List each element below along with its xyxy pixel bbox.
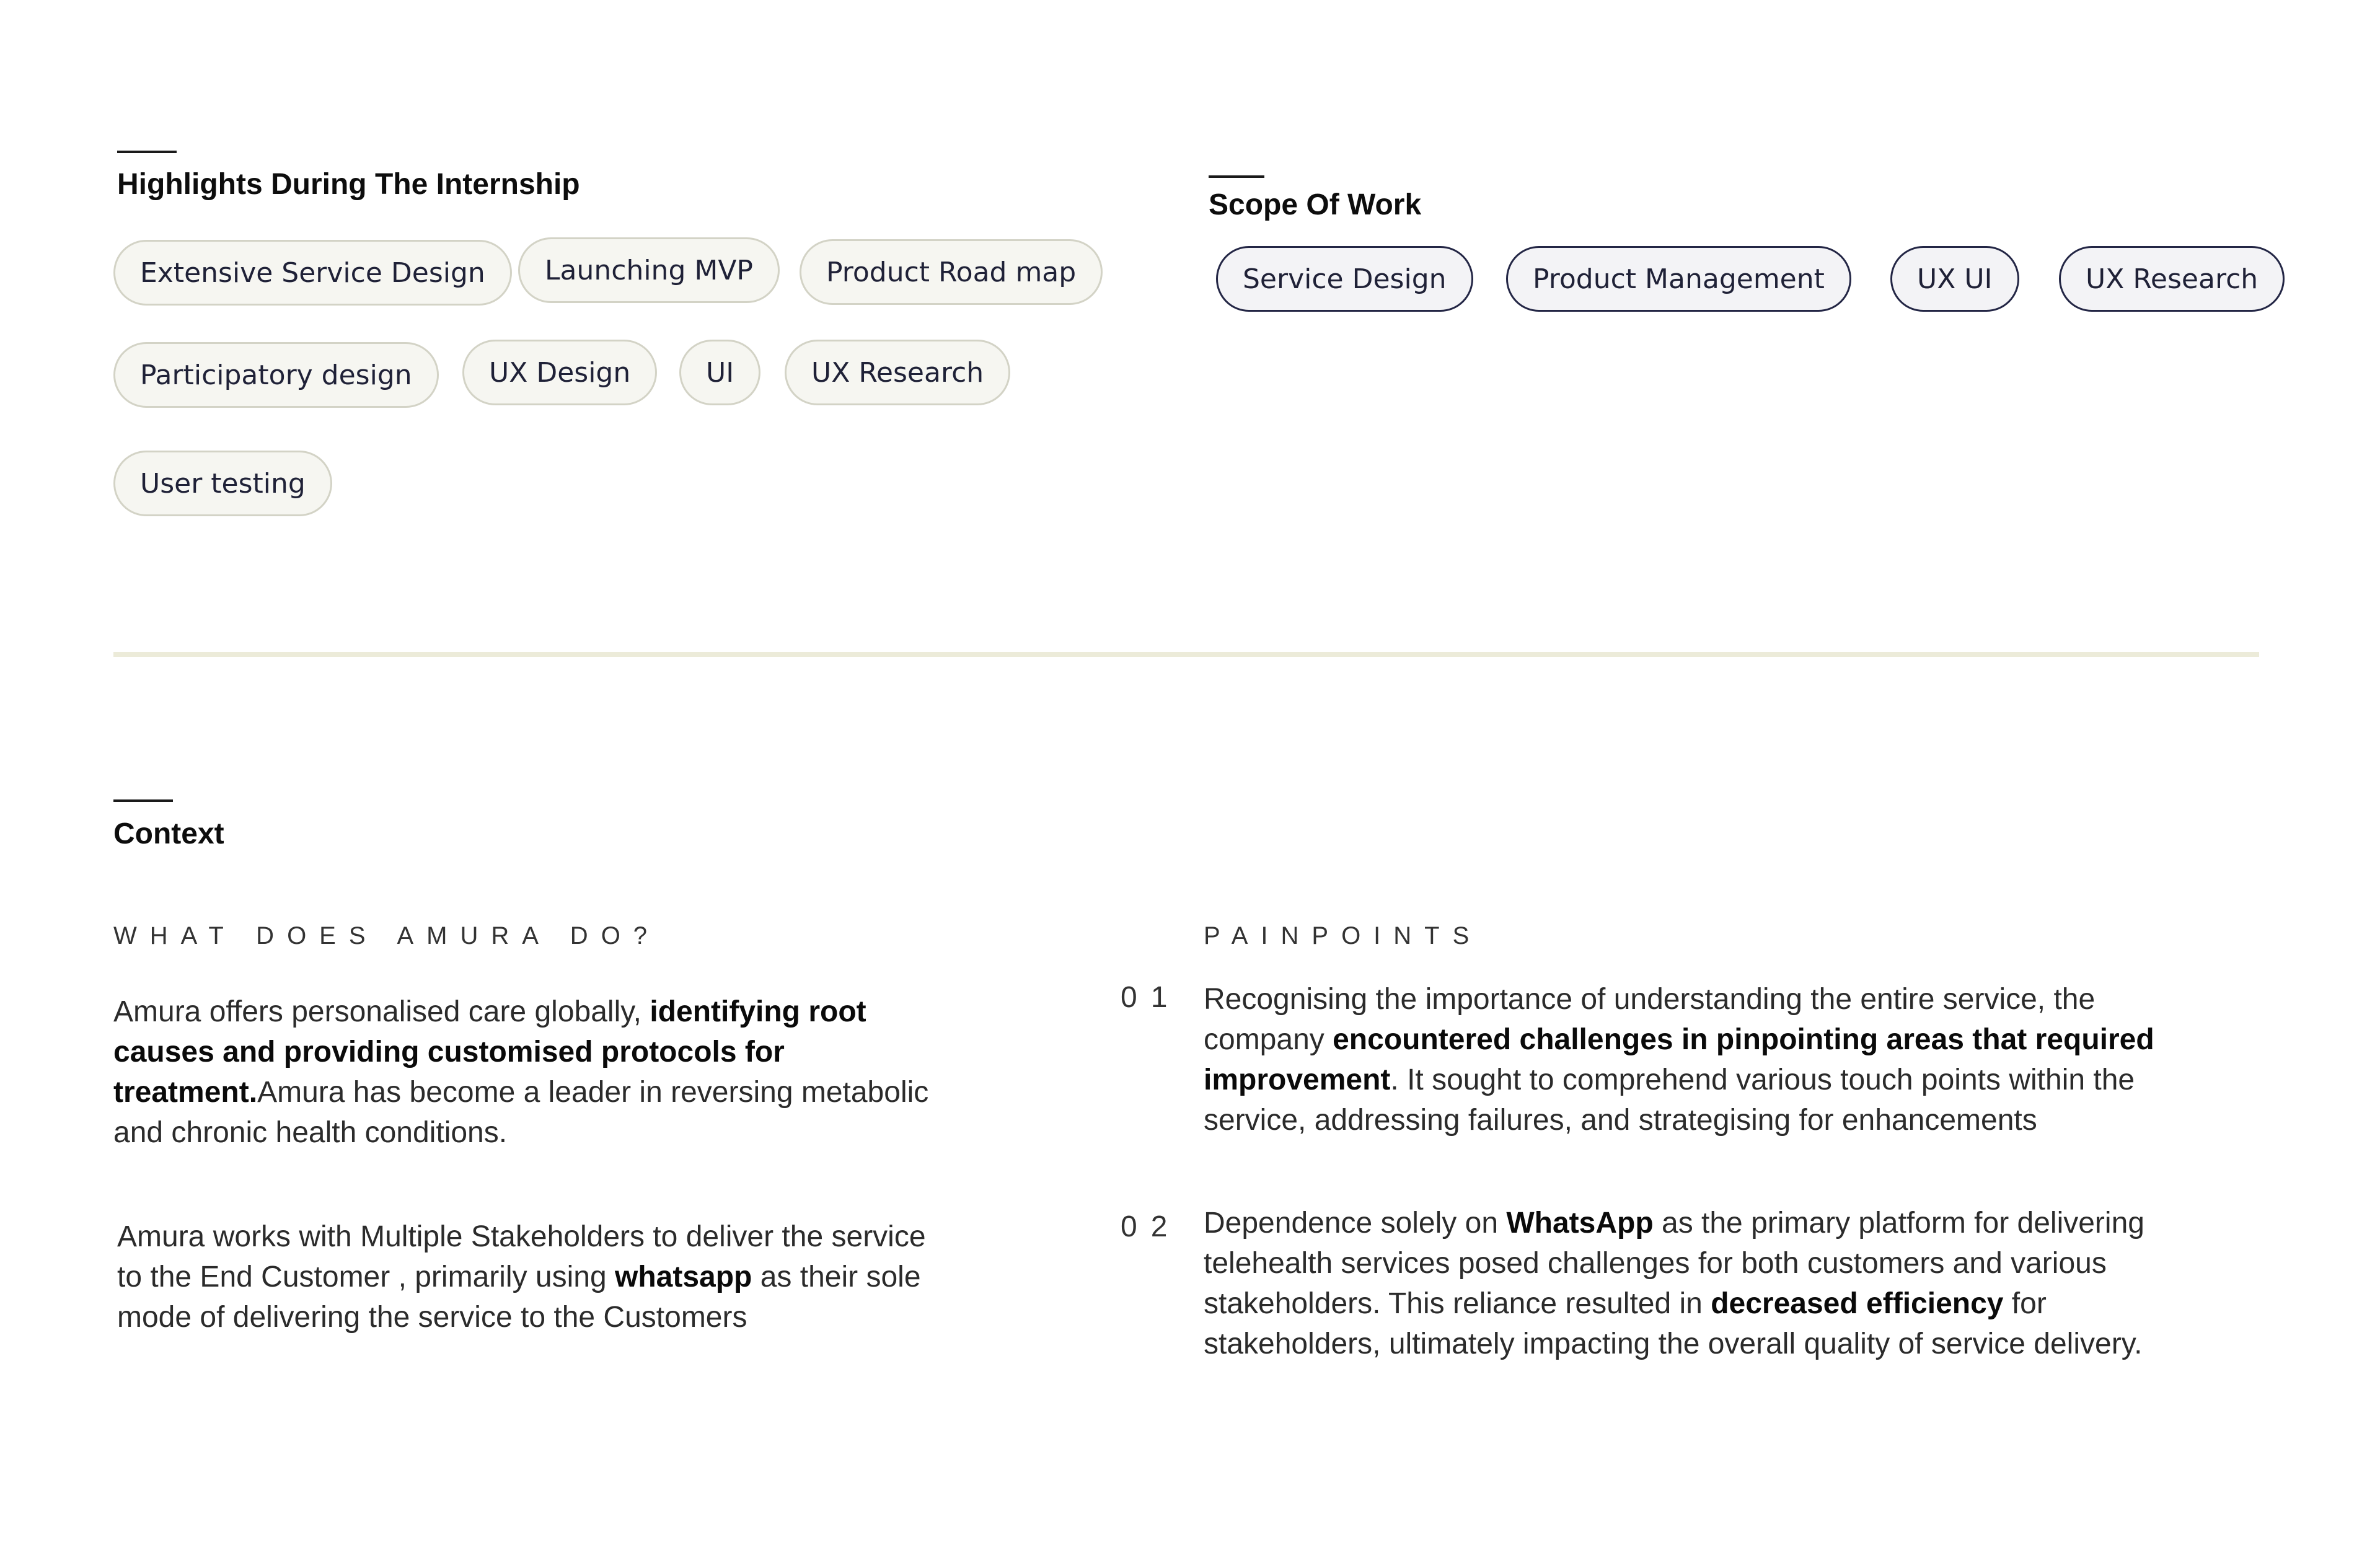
highlights-rule: [117, 151, 177, 153]
painpoint-2-text-1: Dependence solely on: [1204, 1207, 1507, 1239]
highlight-chip-user-testing: User testing: [113, 451, 332, 516]
painpoint-2-text-2: as the primary platform for delivering telehealth services posed challenges for both customers and various stakeholders. This reliance resulted in: [1204, 1207, 2144, 1320]
highlight-chip-ui: UI: [679, 340, 760, 405]
amura-stakeholders-bold: whatsapp: [615, 1261, 752, 1293]
scope-title: Scope Of Work: [1209, 188, 1422, 221]
what-does-amura-do-heading: WHAT DOES AMURA DO?: [113, 922, 661, 949]
highlight-chip-participatory-design: Participatory design: [113, 342, 439, 408]
highlight-chip-product-road-map: Product Road map: [800, 239, 1103, 305]
painpoint-number-1: 01: [1121, 981, 1181, 1014]
scope-chip-product-management: Product Management: [1506, 246, 1851, 312]
scope-chip-ux-research: UX Research: [2059, 246, 2285, 312]
painpoint-2-text-3: for stakeholders, ultimately impacting the overall quality of service delivery.: [1204, 1287, 2143, 1360]
context-title: Context: [113, 817, 224, 850]
highlight-chip-ux-research: UX Research: [785, 340, 1010, 405]
amura-intro-text-1: Amura offers personalised care globally,: [113, 995, 650, 1028]
painpoint-2-paragraph: [1204, 1203, 2220, 1364]
scope-chip-ux-ui: UX UI: [1890, 246, 2019, 312]
context-rule: [113, 799, 173, 802]
highlight-chip-extensive-service-design: Extensive Service Design: [113, 240, 512, 306]
painpoint-2-bold-1: WhatsApp: [1506, 1207, 1654, 1239]
painpoint-1-text-2: . It sought to comprehend various touch points within the service, addressing failures, and strategising for enhancements: [1204, 1063, 2135, 1137]
highlights-title: Highlights During The Internship: [117, 168, 580, 201]
amura-intro-paragraph: [113, 992, 932, 1153]
amura-intro-bold: identifying root causes and providing customised protocols for treatment.: [113, 995, 866, 1109]
painpoint-2-bold-2: decreased efficiency: [1711, 1287, 2004, 1320]
highlight-chip-launching-mvp: Launching MVP: [518, 237, 780, 303]
amura-stakeholders-text-1: Amura works with Multiple Stakeholders to deliver the service to the End Customer , primarily using: [117, 1220, 926, 1293]
painpoint-1-text-1: Recognising the importance of understanding the entire service, the company: [1204, 983, 2096, 1056]
scope-chip-service-design: Service Design: [1216, 246, 1473, 312]
painpoints-heading: PAINPOINTS: [1204, 922, 1483, 949]
scope-rule: [1209, 175, 1264, 178]
highlight-chip-ux-design: UX Design: [462, 340, 657, 405]
painpoint-number-2: 02: [1121, 1210, 1181, 1243]
amura-stakeholders-paragraph: [117, 1217, 935, 1337]
painpoint-1-bold: encountered challenges in pinpointing areas that required improvement: [1204, 1023, 2154, 1096]
painpoint-1-paragraph: [1204, 979, 2195, 1140]
section-divider: [113, 652, 2259, 657]
amura-stakeholders-text-2: as their sole mode of delivering the service to the Customers: [117, 1261, 921, 1334]
amura-intro-text-2: Amura has become a leader in reversing metabolic and chronic health conditions.: [113, 1076, 929, 1149]
